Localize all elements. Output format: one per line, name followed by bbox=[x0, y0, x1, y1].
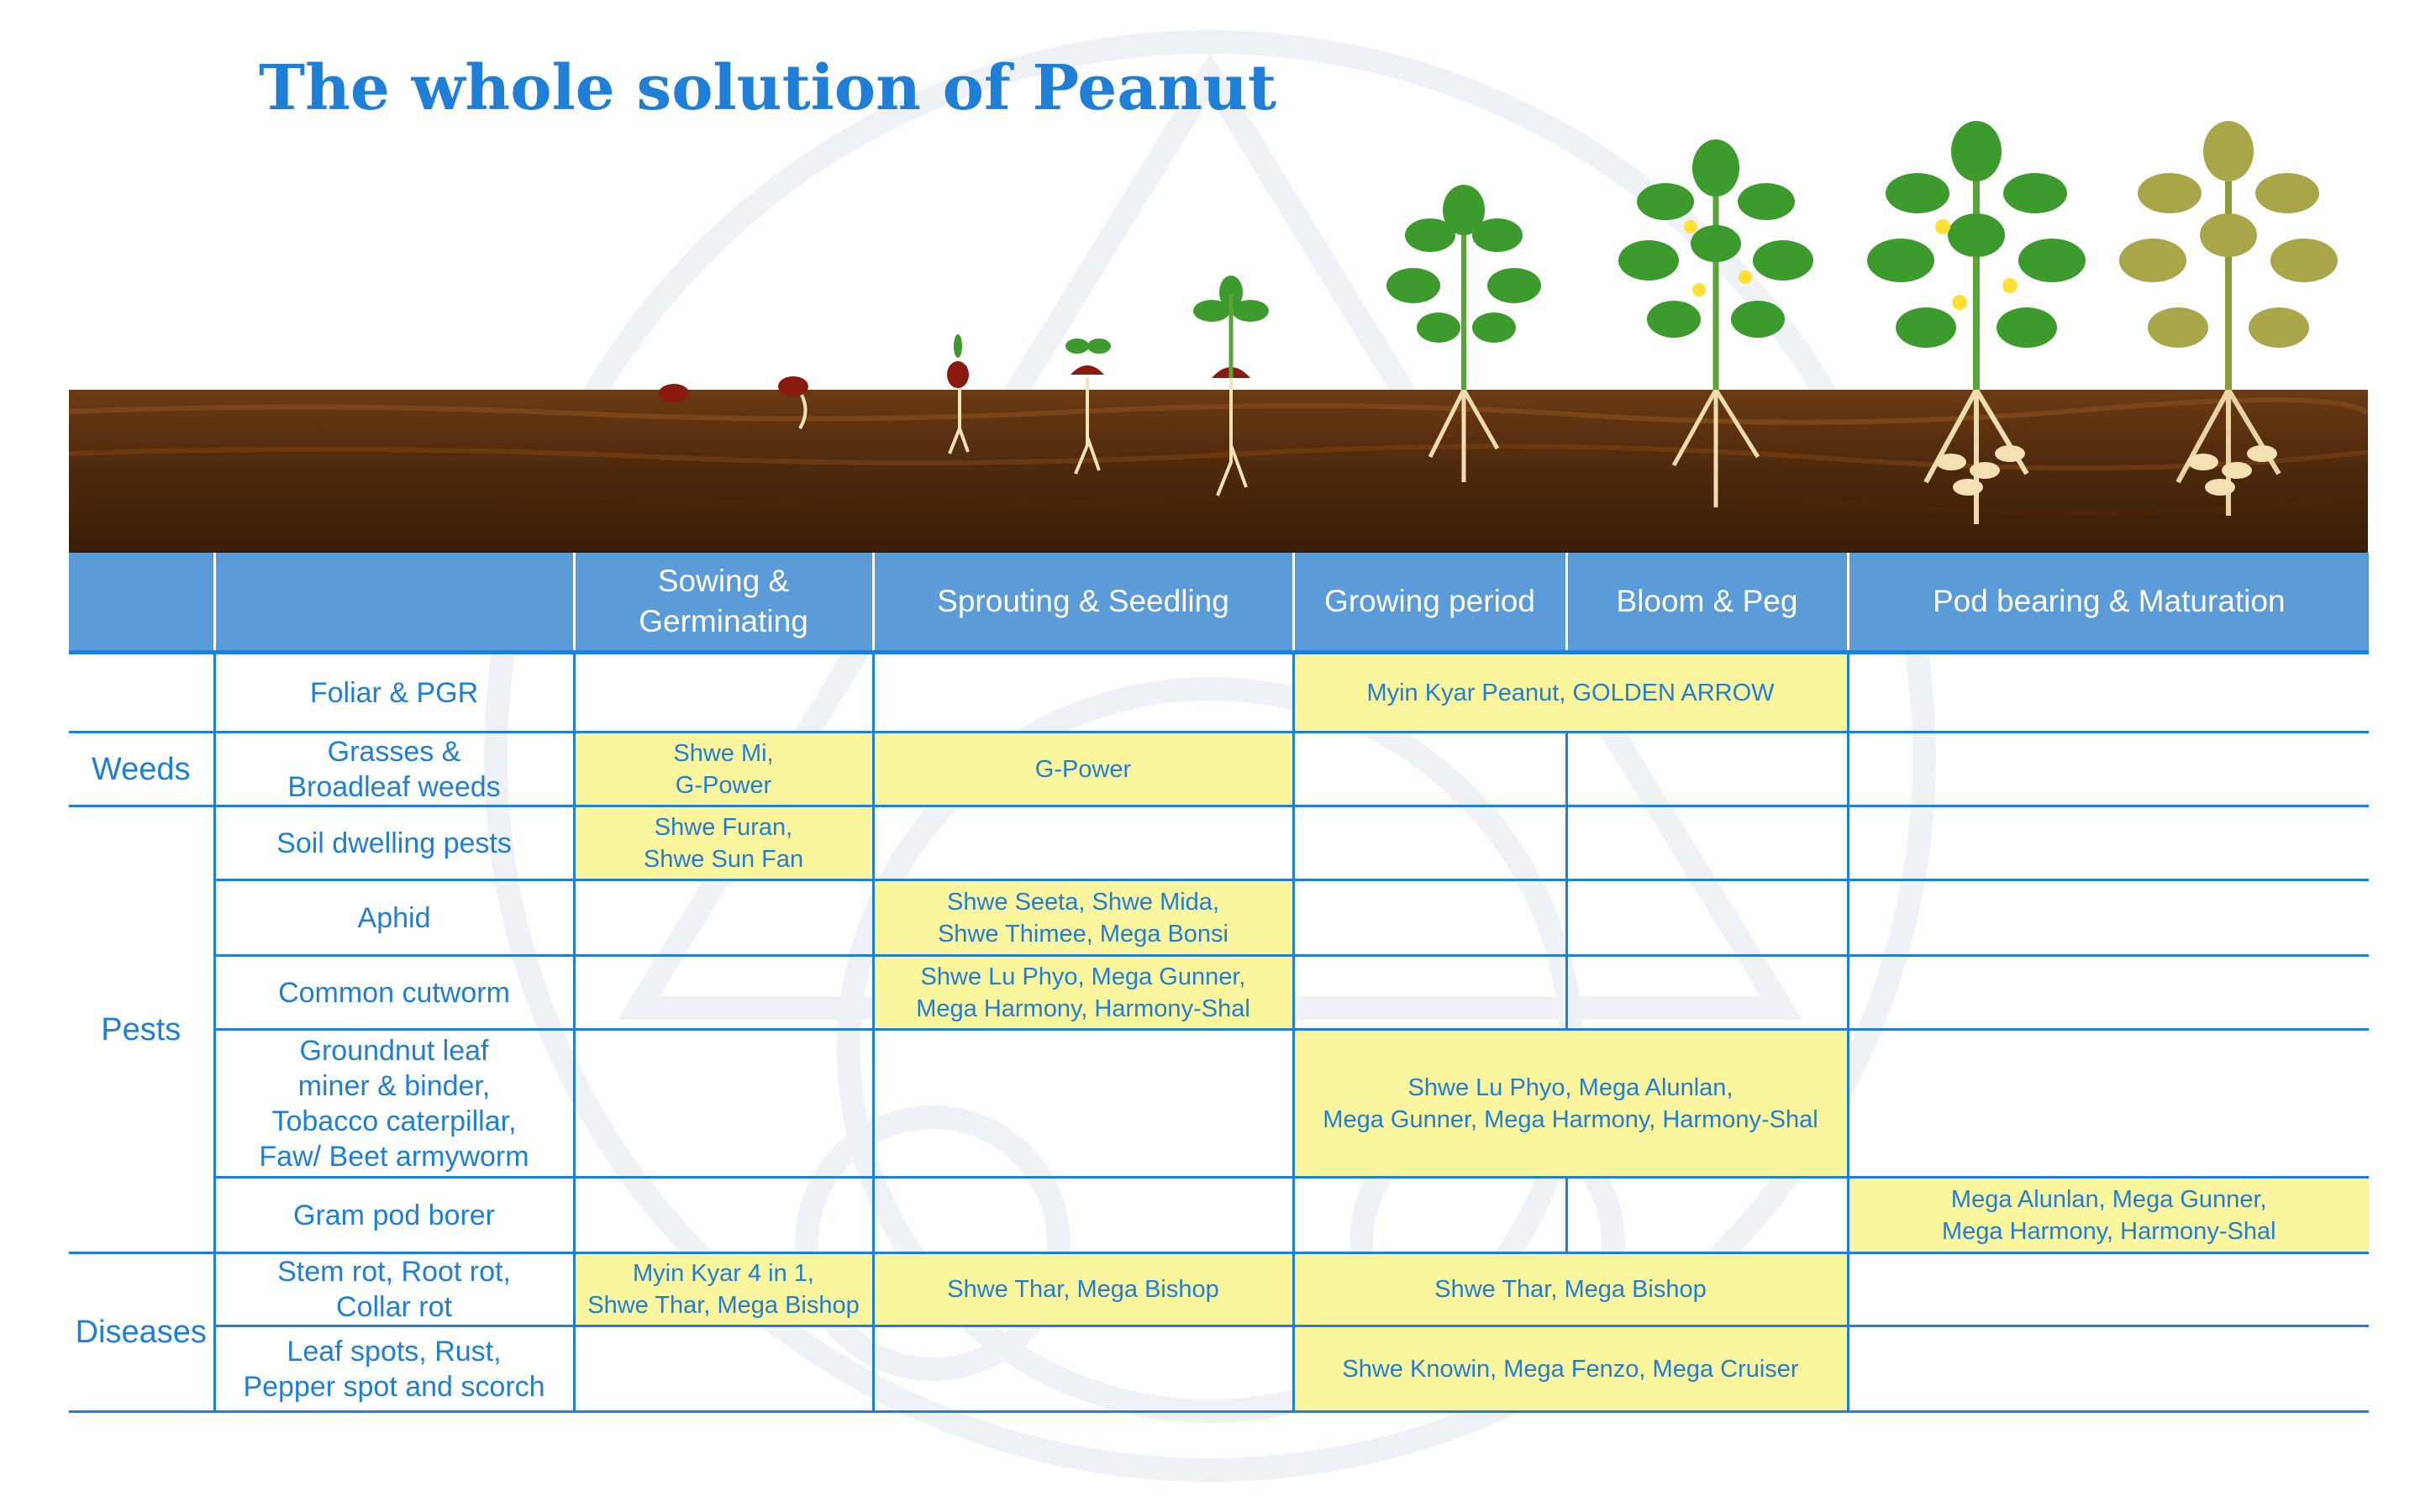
empty-cell bbox=[1848, 1326, 2369, 1412]
empty-cell bbox=[873, 1178, 1293, 1253]
row-label: Common cutworm bbox=[214, 956, 574, 1030]
table-row bbox=[69, 956, 2369, 1030]
table-row bbox=[69, 653, 2369, 732]
empty-cell bbox=[1848, 732, 2369, 806]
empty-cell bbox=[574, 653, 873, 732]
empty-cell bbox=[1848, 956, 2369, 1030]
empty-cell bbox=[1848, 1253, 2369, 1326]
stage-header: Bloom & Peg bbox=[1566, 553, 1848, 653]
empty-cell bbox=[873, 1030, 1293, 1178]
solution-cell: Shwe Lu Phyo, Mega Alunlan, Mega Gunner, Mega Harmony, Harmony-Shal bbox=[1293, 1030, 1848, 1178]
solution-cell: Myin Kyar Peanut, GOLDEN ARROW bbox=[1293, 653, 1848, 732]
table-row bbox=[69, 1178, 2369, 1253]
empty-cell bbox=[1566, 806, 1848, 880]
empty-cell bbox=[1566, 1178, 1848, 1253]
category-weeds: Weeds bbox=[69, 732, 214, 806]
empty-cell bbox=[1848, 653, 2369, 732]
stage-header-row bbox=[69, 553, 2369, 653]
peanut-growth-illustration bbox=[69, 109, 2368, 554]
row-label: Leaf spots, Rust, Pepper spot and scorch bbox=[214, 1326, 574, 1412]
page-title: The whole solution of Peanut bbox=[259, 52, 1277, 124]
solution-cell: Shwe Furan, Shwe Sun Fan bbox=[574, 806, 873, 880]
empty-cell bbox=[1566, 956, 1848, 1030]
solution-cell: Shwe Seeta, Shwe Mida, Shwe Thimee, Mega Bonsi bbox=[873, 880, 1293, 956]
table-row bbox=[69, 732, 2369, 806]
empty-cell bbox=[574, 1030, 873, 1178]
empty-cell bbox=[1848, 880, 2369, 956]
empty-cell bbox=[873, 806, 1293, 880]
stage-header: Sprouting & Seedling bbox=[873, 553, 1293, 653]
solution-cell: Myin Kyar 4 in 1, Shwe Thar, Mega Bishop bbox=[574, 1253, 873, 1326]
solution-cell: Shwe Lu Phyo, Mega Gunner, Mega Harmony, Harmony-Shal bbox=[873, 956, 1293, 1030]
empty-cell bbox=[1293, 1178, 1566, 1253]
stage-header: Growing period bbox=[1293, 553, 1566, 653]
solution-cell: Shwe Mi, G-Power bbox=[574, 732, 873, 806]
table-row bbox=[69, 806, 2369, 880]
row-label: Groundnut leaf miner & binder, Tobacco caterpillar, Faw/ Beet armyworm bbox=[214, 1030, 574, 1178]
solution-cell: Mega Alunlan, Mega Gunner, Mega Harmony, Harmony-Shal bbox=[1848, 1178, 2369, 1253]
solution-cell: G-Power bbox=[873, 732, 1293, 806]
table-row bbox=[69, 1326, 2369, 1412]
table-row bbox=[69, 1253, 2369, 1326]
solution-table bbox=[69, 553, 2369, 1413]
solution-cell: Shwe Knowin, Mega Fenzo, Mega Cruiser bbox=[1293, 1326, 1848, 1412]
stage-header: Sowing & Germinating bbox=[574, 553, 873, 653]
empty-cell bbox=[1566, 880, 1848, 956]
category-cell bbox=[69, 653, 214, 732]
stage-header: Pod bearing & Maturation bbox=[1848, 553, 2369, 653]
row-label: Grasses & Broadleaf weeds bbox=[214, 732, 574, 806]
row-label: Stem rot, Root rot, Collar rot bbox=[214, 1253, 574, 1326]
header-label-cell bbox=[214, 553, 574, 653]
solution-cell: Shwe Thar, Mega Bishop bbox=[1293, 1253, 1848, 1326]
solution-cell: Shwe Thar, Mega Bishop bbox=[873, 1253, 1293, 1326]
empty-cell bbox=[1293, 880, 1566, 956]
empty-cell bbox=[1293, 806, 1566, 880]
row-label: Foliar & PGR bbox=[214, 653, 574, 732]
empty-cell bbox=[574, 956, 873, 1030]
empty-cell bbox=[574, 1178, 873, 1253]
table-row bbox=[69, 1030, 2369, 1178]
empty-cell bbox=[574, 1326, 873, 1412]
table-row bbox=[69, 880, 2369, 956]
row-label: Gram pod borer bbox=[214, 1178, 574, 1253]
empty-cell bbox=[1848, 806, 2369, 880]
empty-cell bbox=[873, 1326, 1293, 1412]
category-diseases: Diseases bbox=[69, 1253, 214, 1412]
category-pests: Pests bbox=[69, 806, 214, 1253]
empty-cell bbox=[873, 653, 1293, 732]
empty-cell bbox=[574, 880, 873, 956]
header-category-cell bbox=[69, 553, 214, 653]
empty-cell bbox=[1848, 1030, 2369, 1178]
row-label: Soil dwelling pests bbox=[214, 806, 574, 880]
empty-cell bbox=[1293, 732, 1566, 806]
empty-cell bbox=[1566, 732, 1848, 806]
empty-cell bbox=[1293, 956, 1566, 1030]
row-label: Aphid bbox=[214, 880, 574, 956]
